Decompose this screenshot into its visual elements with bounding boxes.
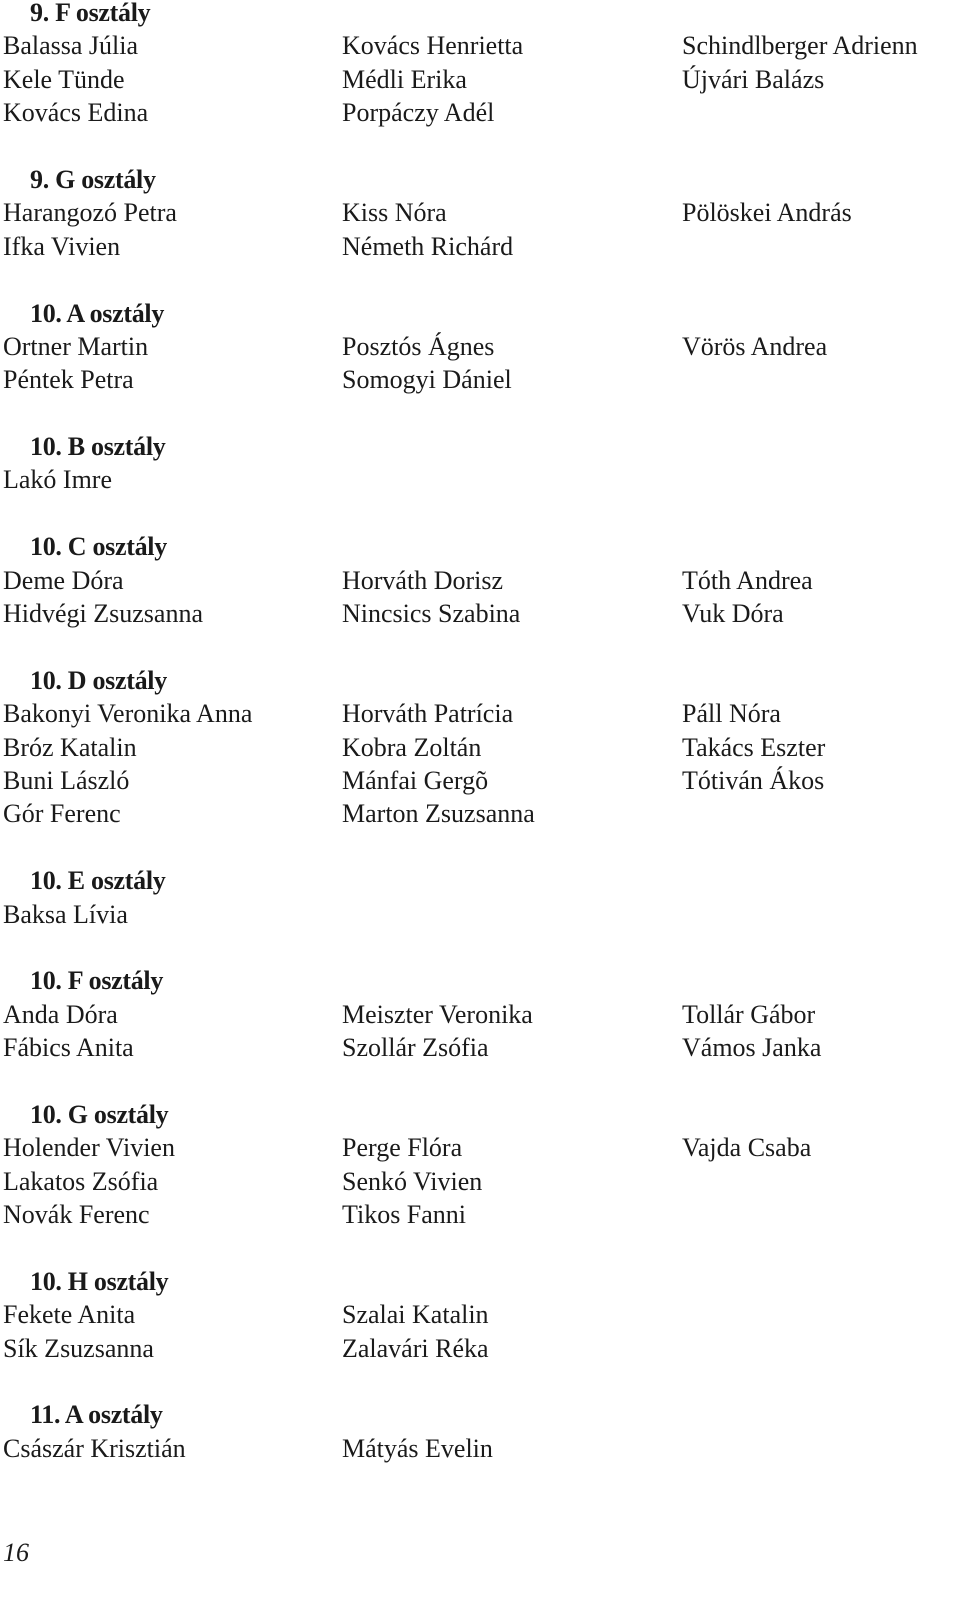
student-row <box>3 1432 960 1465</box>
class-heading: 9. F osztály <box>30 0 151 27</box>
class-heading: 10. A osztály <box>30 298 165 328</box>
student-name: Harangozó Petra <box>3 198 177 228</box>
student-name: Bróz Katalin <box>3 732 137 762</box>
student-name: Baksa Lívia <box>3 899 128 929</box>
class-heading: 10. D osztály <box>30 665 167 695</box>
student-name: Péntek Petra <box>3 365 134 395</box>
student-name: Horváth Patrícia <box>342 699 514 729</box>
class-heading: 10. E osztály <box>30 866 166 896</box>
student-name: Császár Krisztián <box>3 1433 186 1463</box>
student-name: Tikos Fanni <box>342 1200 467 1230</box>
student-row <box>3 1332 960 1365</box>
student-name: Lakatos Zsófia <box>3 1166 159 1196</box>
student-name: Mátyás Evelin <box>342 1433 493 1463</box>
student-name: Horváth Dorisz <box>342 565 504 595</box>
class-section <box>3 163 960 263</box>
student-name: Tóth Andrea <box>682 565 813 595</box>
class-section <box>3 297 960 397</box>
student-name: Posztós Ágnes <box>342 331 495 361</box>
student-row <box>3 29 960 62</box>
class-heading: 10. B osztály <box>30 432 166 462</box>
student-row <box>3 998 960 1031</box>
student-name: Páll Nóra <box>682 699 781 729</box>
student-row <box>3 1031 960 1064</box>
student-name: Sík Zsuzsanna <box>3 1333 154 1363</box>
class-heading: 10. G osztály <box>30 1099 169 1129</box>
student-name: Vajda Csaba <box>682 1133 812 1163</box>
student-name: Marton Zsuzsanna <box>342 799 535 829</box>
student-name: Hidvégi Zsuzsanna <box>3 599 204 629</box>
student-row <box>3 96 960 129</box>
page-number: 16 <box>3 1538 29 1567</box>
student-name: Holender Vivien <box>3 1133 175 1163</box>
class-section <box>3 864 960 931</box>
student-name: Kobra Zoltán <box>342 732 482 762</box>
student-row <box>3 697 960 730</box>
student-row <box>3 1198 960 1231</box>
student-name: Kele Tünde <box>3 64 125 94</box>
class-section <box>3 0 960 130</box>
class-section <box>3 1398 960 1465</box>
student-row <box>3 797 960 830</box>
student-name: Senkó Vivien <box>342 1166 483 1196</box>
student-row <box>3 764 960 797</box>
student-row <box>3 230 960 263</box>
student-row <box>3 564 960 597</box>
student-name: Gór Ferenc <box>3 799 121 829</box>
student-row <box>3 731 960 764</box>
student-name: Fábics Anita <box>3 1033 134 1063</box>
student-row <box>3 597 960 630</box>
class-heading: 11. A osztály <box>30 1400 163 1430</box>
student-name: Anda Dóra <box>3 999 118 1029</box>
class-list-document <box>3 0 960 1499</box>
student-name: Buni László <box>3 765 130 795</box>
student-row <box>3 363 960 396</box>
class-section <box>3 1265 960 1365</box>
class-section <box>3 964 960 1064</box>
class-section <box>3 530 960 630</box>
student-row <box>3 898 960 931</box>
class-section <box>3 664 960 831</box>
class-heading: 10. F osztály <box>30 966 164 996</box>
class-heading: 9. G osztály <box>30 164 156 194</box>
class-heading: 10. C osztály <box>30 532 167 562</box>
student-name: Vörös Andrea <box>682 331 828 361</box>
student-name: Porpáczy Adél <box>342 98 495 128</box>
student-name: Médli Erika <box>342 64 467 94</box>
student-row <box>3 1165 960 1198</box>
student-name: Zalavári Réka <box>342 1333 489 1363</box>
student-name: Novák Ferenc <box>3 1200 150 1230</box>
student-row <box>3 196 960 229</box>
student-name: Kovács Henrietta <box>342 31 524 61</box>
student-name: Somogyi Dániel <box>342 365 512 395</box>
student-name: Takács Eszter <box>682 732 826 762</box>
class-section <box>3 1098 960 1232</box>
student-row <box>3 1131 960 1164</box>
student-name: Ortner Martin <box>3 331 149 361</box>
student-name: Németh Richárd <box>342 231 514 261</box>
student-name: Nincsics Szabina <box>342 599 521 629</box>
student-name: Balassa Júlia <box>3 31 139 61</box>
class-section <box>3 430 960 497</box>
student-row <box>3 63 960 96</box>
student-name: Deme Dóra <box>3 565 124 595</box>
student-name: Tótiván Ákos <box>682 765 825 795</box>
student-name: Szalai Katalin <box>342 1300 489 1330</box>
student-name: Mánfai Gergõ <box>342 765 489 795</box>
student-name: Szollár Zsófia <box>342 1033 489 1063</box>
student-name: Újvári Balázs <box>682 64 825 94</box>
student-row <box>3 330 960 363</box>
student-name: Vámos Janka <box>682 1033 822 1063</box>
student-name: Fekete Anita <box>3 1300 136 1330</box>
student-name: Ifka Vivien <box>3 231 121 261</box>
student-name: Schindlberger Adrienn <box>682 31 918 61</box>
student-name: Kovács Edina <box>3 98 149 128</box>
student-name: Tollár Gábor <box>682 999 816 1029</box>
student-row <box>3 1298 960 1331</box>
student-name: Vuk Dóra <box>682 599 784 629</box>
class-heading: 10. H osztály <box>30 1266 169 1296</box>
student-name: Lakó Imre <box>3 465 113 495</box>
student-name: Meiszter Veronika <box>342 999 533 1029</box>
student-name: Pölöskei András <box>682 198 852 228</box>
student-row <box>3 463 960 496</box>
student-name: Kiss Nóra <box>342 198 447 228</box>
student-name: Perge Flóra <box>342 1133 463 1163</box>
student-name: Bakonyi Veronika Anna <box>3 699 253 729</box>
